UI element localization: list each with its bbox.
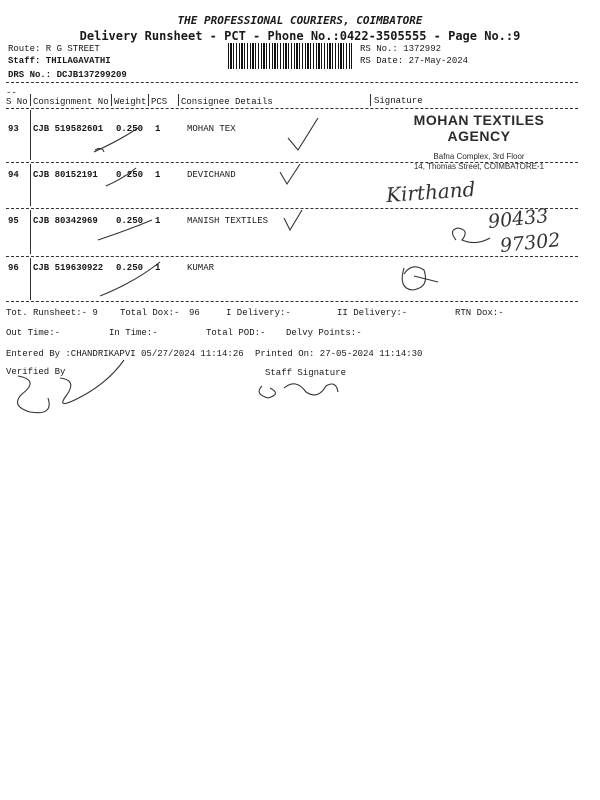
row-consignment: CJB 80342969 (33, 216, 98, 226)
col-weight: Weight (114, 97, 147, 107)
row-pcs: 1 (155, 170, 161, 180)
company-title: THE PROFESSIONAL COURIERS, COIMBATORE (177, 14, 423, 27)
row-consignee: DEVICHAND (187, 170, 236, 180)
staff-signature: Staff Signature (265, 368, 347, 378)
col-signature: Signature (374, 96, 423, 106)
delvy-points: Delvy Points:- (286, 328, 362, 338)
row-consignee: MOHAN TEX (187, 124, 236, 134)
company-stamp: MOHAN TEXTILES AGENCY Bafna Complex, 3rd Floor 14, Thomas Street, COIMBATORE-1 (413, 112, 545, 171)
rs-number: RS No.: 1372992 (360, 44, 442, 54)
ii-delivery: II Delivery:- (337, 308, 408, 318)
divider (6, 82, 578, 83)
in-time: In Time:- (109, 328, 158, 338)
row-pcs: 1 (155, 216, 161, 226)
row-consignee: MANISH TEXTILES (187, 216, 269, 226)
row-sno: 94 (8, 170, 19, 180)
out-time: Out Time:- (6, 328, 61, 338)
row-sno: 93 (8, 124, 19, 134)
row-consignment: CJB 80152191 (33, 170, 98, 180)
printed-on: Printed On: 27-05-2024 11:14:30 (255, 349, 423, 359)
col-pcs: PCS (151, 97, 168, 107)
tot-runsheet: Tot. Runsheet:- 9 (6, 308, 98, 318)
row-consignment: CJB 519630922 (33, 263, 104, 273)
barcode (228, 43, 352, 69)
col-consignee: Consignee Details (181, 97, 273, 107)
handwritten-number: 90433 (487, 204, 550, 234)
row-consignee: KUMAR (187, 263, 215, 273)
row-sno: 95 (8, 216, 19, 226)
i-delivery: I Delivery:- (226, 308, 291, 318)
total-pod: Total POD:- (206, 328, 266, 338)
row-weight: 0.250 (116, 124, 144, 134)
entered-by: Entered By :CHANDRIKAPVI 05/27/2024 11:14:26 (6, 349, 244, 359)
runsheet-title: Delivery Runsheet - PCT - Phone No.:0422-3505555 - Page No.:9 (79, 29, 521, 43)
route-label: Route: R G STREET (8, 44, 100, 54)
staff-label: Staff: THILAGAVATHI (8, 56, 111, 66)
row-pcs: 1 (155, 124, 161, 134)
drs-number: DRS No.: DCJB137299209 (8, 70, 127, 80)
row-pcs: 1 (155, 263, 161, 273)
handwritten-number: 97302 (499, 228, 562, 258)
rtn-dox: RTN Dox:- (455, 308, 504, 318)
col-sno: S No (6, 97, 28, 107)
row-weight: 0.250 (116, 216, 144, 226)
row-weight: 0.250 (116, 170, 144, 180)
total-dox-value: 96 (189, 308, 200, 318)
verified-by: Verified By (6, 367, 66, 377)
rs-date: RS Date: 27-May-2024 (360, 56, 469, 66)
handwritten-name: Kirthand (385, 176, 477, 208)
row-sno: 96 (8, 263, 19, 273)
col-consignment: Consignment No (33, 97, 109, 107)
total-dox-label: Total Dox:- (120, 308, 180, 318)
row-weight: 0.250 (116, 263, 144, 273)
row-consignment: CJB 519582601 (33, 124, 104, 134)
